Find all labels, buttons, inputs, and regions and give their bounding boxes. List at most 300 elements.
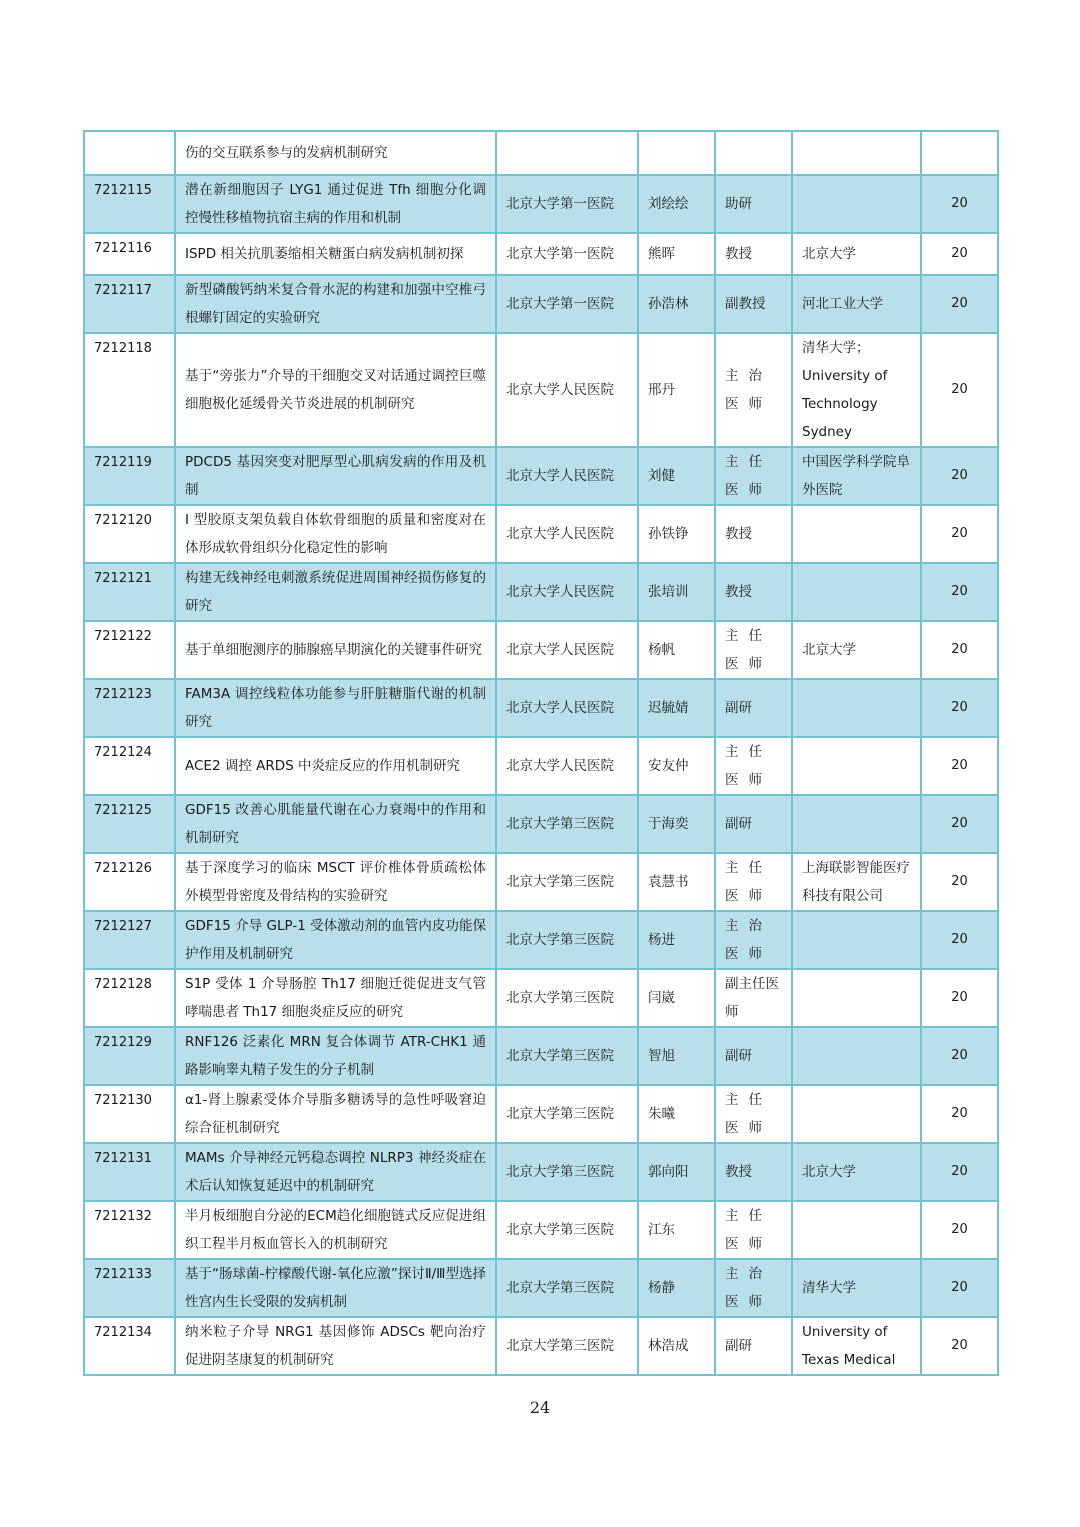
principal-investigator: 迟毓婧 (648, 700, 689, 716)
principal-investigator-cell (638, 679, 715, 737)
project-id: 7212120 (94, 513, 152, 528)
job-title-cell (715, 795, 792, 853)
principal-investigator: 安友仲 (648, 758, 689, 774)
project-id-cell (84, 333, 175, 447)
job-title: 主治医师 (725, 1266, 772, 1310)
funding-amount: 20 (951, 758, 968, 773)
funding-amount: 20 (951, 874, 968, 889)
table-row (84, 1201, 998, 1259)
host-institution-cell (496, 505, 638, 563)
table-row (84, 1143, 998, 1201)
host-institution: 北京大学第三医院 (506, 1338, 614, 1354)
funding-amount: 20 (951, 932, 968, 947)
job-title: 助研 (725, 196, 752, 212)
project-id: 7212117 (94, 283, 152, 298)
project-id: 7212133 (94, 1267, 152, 1282)
partner-institution: 清华大学 (802, 1280, 856, 1296)
project-title: 基于单细胞测序的肺腺癌早期演化的关键事件研究 (185, 642, 482, 658)
host-institution-cell (496, 447, 638, 505)
project-id-cell (84, 175, 175, 233)
job-title-cell (715, 1259, 792, 1317)
project-title-cell (175, 1143, 496, 1201)
funding-amount-cell (921, 737, 998, 795)
funding-amount-cell (921, 621, 998, 679)
project-id: 7212119 (94, 455, 152, 470)
partner-institution-cell (792, 175, 921, 233)
host-institution-cell (496, 1143, 638, 1201)
principal-investigator-cell (638, 333, 715, 447)
partner-institution-cell (792, 1317, 921, 1375)
partner-institution-cell (792, 737, 921, 795)
project-id-cell (84, 233, 175, 275)
project-id-cell (84, 621, 175, 679)
host-institution: 北京大学人民医院 (506, 584, 614, 600)
job-title: 教授 (725, 526, 752, 542)
partner-institution-cell (792, 563, 921, 621)
funding-amount-cell (921, 853, 998, 911)
project-title: MAMs 介导神经元钙稳态调控 NLRP3 神经炎症在术后认知恢复延迟中的机制研究 (185, 1150, 486, 1194)
project-id: 7212128 (94, 977, 152, 992)
funding-amount: 20 (951, 1338, 968, 1353)
host-institution: 北京大学人民医院 (506, 382, 614, 398)
project-id-cell (84, 1259, 175, 1317)
partner-institution: 清华大学；University of Technology Sydney (802, 340, 888, 440)
table-row (84, 505, 998, 563)
host-institution: 北京大学人民医院 (506, 526, 614, 542)
project-id: 7212134 (94, 1325, 152, 1340)
project-title-cell (175, 737, 496, 795)
project-title: ISPD 相关抗肌萎缩相关糖蛋白病发病机制初探 (185, 246, 464, 262)
project-title: GDF15 介导 GLP-1 受体激动剂的血管内皮功能保护作用及机制研究 (185, 918, 486, 962)
principal-investigator-cell (638, 1201, 715, 1259)
project-id: 7212129 (94, 1035, 152, 1050)
principal-investigator: 张培训 (648, 584, 689, 600)
partner-institution-cell (792, 447, 921, 505)
principal-investigator-cell (638, 563, 715, 621)
funding-amount-cell (921, 1085, 998, 1143)
project-title-cell (175, 853, 496, 911)
partner-institution-cell (792, 621, 921, 679)
funding-amount-cell (921, 1317, 998, 1375)
table-row (84, 911, 998, 969)
table-row (84, 621, 998, 679)
funding-amount: 20 (951, 296, 968, 311)
funding-amount-cell (921, 505, 998, 563)
funding-amount-cell (921, 563, 998, 621)
principal-investigator-cell (638, 505, 715, 563)
job-title: 副主任医师 (725, 976, 779, 1020)
funding-amount: 20 (951, 1280, 968, 1295)
principal-investigator-cell (638, 853, 715, 911)
host-institution-cell (496, 1259, 638, 1317)
principal-investigator: 杨静 (648, 1280, 675, 1296)
project-title: GDF15 改善心肌能量代谢在心力衰竭中的作用和机制研究 (185, 802, 486, 846)
host-institution-cell (496, 175, 638, 233)
project-id-cell (84, 969, 175, 1027)
partner-institution-cell (792, 1259, 921, 1317)
project-title: 构建无线神经电刺激系统促进周围神经损伤修复的研究 (185, 570, 486, 614)
table-row (84, 275, 998, 333)
partner-institution: 北京大学 (802, 246, 856, 262)
partner-institution: University of Texas Medical (802, 1324, 896, 1368)
partner-institution: 河北工业大学 (802, 296, 883, 312)
funding-amount-cell (921, 1201, 998, 1259)
project-title: 基于“肠球菌-柠檬酸代谢-氧化应激”探讨Ⅱ/Ⅲ型选择性宫内生长受限的发病机制 (185, 1266, 486, 1310)
project-id: 7212123 (94, 687, 152, 702)
host-institution-cell (496, 1201, 638, 1259)
host-institution-cell (496, 853, 638, 911)
job-title: 主任医师 (725, 1208, 772, 1252)
principal-investigator: 刘绘绘 (648, 196, 689, 212)
project-id: 7212122 (94, 629, 152, 644)
principal-investigator-cell (638, 969, 715, 1027)
host-institution: 北京大学第一医院 (506, 246, 614, 262)
principal-investigator-cell (638, 1259, 715, 1317)
project-id-cell (84, 679, 175, 737)
principal-investigator: 刘健 (648, 468, 675, 484)
job-title-cell (715, 621, 792, 679)
page-number: 24 (529, 1398, 551, 1417)
project-title: RNF126 泛素化 MRN 复合体调节 ATR-CHK1 通路影响睾丸精子发生的分子机制 (185, 1034, 486, 1078)
table-row (84, 333, 998, 447)
project-id-cell (84, 911, 175, 969)
table-row (84, 447, 998, 505)
table-row (84, 563, 998, 621)
project-id: 7212125 (94, 803, 152, 818)
project-title-cell (175, 1201, 496, 1259)
project-id-cell (84, 1027, 175, 1085)
partner-institution-cell (792, 911, 921, 969)
host-institution: 北京大学第一医院 (506, 296, 614, 312)
job-title: 教授 (725, 1164, 752, 1180)
table-row (84, 1317, 998, 1375)
principal-investigator: 林浩成 (648, 1338, 689, 1354)
host-institution: 北京大学第三医院 (506, 932, 614, 948)
project-table (83, 130, 999, 1376)
principal-investigator-cell (638, 447, 715, 505)
partner-institution-cell (792, 505, 921, 563)
host-institution-cell (496, 275, 638, 333)
funding-amount: 20 (951, 468, 968, 483)
principal-investigator: 于海奕 (648, 816, 689, 832)
project-id-cell (84, 737, 175, 795)
job-title-cell (715, 737, 792, 795)
project-title: 伤的交互联系参与的发病机制研究 (185, 145, 388, 161)
table-row (84, 131, 998, 175)
project-id: 7212121 (94, 571, 152, 586)
job-title: 主任医师 (725, 744, 772, 788)
partner-institution-cell (792, 333, 921, 447)
job-title-cell (715, 505, 792, 563)
partner-institution-cell (792, 969, 921, 1027)
funding-amount: 20 (951, 196, 968, 211)
partner-institution-cell (792, 1143, 921, 1201)
project-id: 7212127 (94, 919, 152, 934)
host-institution-cell (496, 737, 638, 795)
host-institution-cell (496, 233, 638, 275)
principal-investigator: 邢丹 (648, 382, 675, 398)
funding-amount-cell (921, 969, 998, 1027)
principal-investigator-cell (638, 1085, 715, 1143)
funding-amount: 20 (951, 990, 968, 1005)
job-title-cell (715, 447, 792, 505)
project-title-cell (175, 233, 496, 275)
project-title: PDCD5 基因突变对肥厚型心肌病发病的作用及机制 (185, 454, 486, 498)
partner-institution: 中国医学科学院阜外医院 (802, 454, 910, 498)
principal-investigator-cell (638, 175, 715, 233)
project-id: 7212132 (94, 1209, 152, 1224)
funding-amount: 20 (951, 700, 968, 715)
project-id: 7212130 (94, 1093, 152, 1108)
table-row (84, 1027, 998, 1085)
project-title-cell (175, 1085, 496, 1143)
table-row (84, 969, 998, 1027)
host-institution: 北京大学人民医院 (506, 758, 614, 774)
project-title-cell (175, 505, 496, 563)
host-institution-cell (496, 621, 638, 679)
principal-investigator-cell (638, 621, 715, 679)
host-institution: 北京大学第三医院 (506, 1280, 614, 1296)
funding-amount-cell (921, 795, 998, 853)
job-title: 主治医师 (725, 368, 772, 412)
host-institution-cell (496, 969, 638, 1027)
table-row (84, 1085, 998, 1143)
principal-investigator: 江东 (648, 1222, 675, 1238)
funding-amount: 20 (951, 642, 968, 657)
table-row (84, 175, 998, 233)
project-title: S1P 受体 1 介导肠腔 Th17 细胞迁徙促进支气管哮喘患者 Th17 细胞炎症反应的研究 (185, 976, 486, 1020)
job-title-cell (715, 853, 792, 911)
job-title: 教授 (725, 584, 752, 600)
principal-investigator: 杨进 (648, 932, 675, 948)
project-id-cell (84, 1201, 175, 1259)
project-title-cell (175, 795, 496, 853)
project-title: α1-肾上腺素受体介导脂多糖诱导的急性呼吸窘迫综合征机制研究 (185, 1092, 486, 1136)
job-title-cell (715, 1317, 792, 1375)
project-id-cell (84, 447, 175, 505)
project-title: ACE2 调控 ARDS 中炎症反应的作用机制研究 (185, 758, 460, 774)
funding-amount-cell (921, 131, 998, 175)
host-institution-cell (496, 1085, 638, 1143)
principal-investigator-cell (638, 1143, 715, 1201)
job-title: 副教授 (725, 296, 766, 312)
job-title: 主治医师 (725, 918, 772, 962)
job-title-cell (715, 1027, 792, 1085)
funding-amount: 20 (951, 816, 968, 831)
principal-investigator-cell (638, 275, 715, 333)
job-title-cell (715, 679, 792, 737)
funding-amount-cell (921, 333, 998, 447)
project-title: 基于“旁张力”介导的干细胞交叉对话通过调控巨噬细胞极化延缓骨关节炎进展的机制研究 (185, 368, 486, 412)
partner-institution-cell (792, 853, 921, 911)
job-title: 副研 (725, 816, 752, 832)
table-body (84, 131, 998, 1375)
project-title: I 型胶原支架负载自体软骨细胞的质量和密度对在体形成软骨组织分化稳定性的影响 (185, 512, 486, 556)
principal-investigator: 朱曦 (648, 1106, 675, 1122)
principal-investigator-cell (638, 795, 715, 853)
partner-institution-cell (792, 1201, 921, 1259)
project-id-cell (84, 275, 175, 333)
project-id-cell (84, 1085, 175, 1143)
project-title-cell (175, 969, 496, 1027)
principal-investigator: 智旭 (648, 1048, 675, 1064)
job-title-cell (715, 563, 792, 621)
funding-amount-cell (921, 233, 998, 275)
principal-investigator-cell (638, 911, 715, 969)
host-institution: 北京大学第三医院 (506, 816, 614, 832)
host-institution: 北京大学第一医院 (506, 196, 614, 212)
project-title-cell (175, 333, 496, 447)
principal-investigator: 孙浩林 (648, 296, 689, 312)
project-title-cell (175, 447, 496, 505)
host-institution: 北京大学人民医院 (506, 700, 614, 716)
partner-institution: 上海联影智能医疗科技有限公司 (802, 860, 910, 904)
job-title-cell (715, 175, 792, 233)
project-id-cell (84, 853, 175, 911)
job-title: 副研 (725, 1338, 752, 1354)
project-title-cell (175, 563, 496, 621)
host-institution-cell (496, 1317, 638, 1375)
job-title: 副研 (725, 700, 752, 716)
job-title-cell (715, 1143, 792, 1201)
funding-amount: 20 (951, 1106, 968, 1121)
job-title-cell (715, 1085, 792, 1143)
partner-institution-cell (792, 1027, 921, 1085)
table-row (84, 1259, 998, 1317)
funding-amount-cell (921, 1027, 998, 1085)
project-title: 半月板细胞自分泌的ECM趋化细胞链式反应促进组织工程半月板血管长入的机制研究 (185, 1208, 486, 1252)
job-title-cell (715, 969, 792, 1027)
job-title: 主任医师 (725, 1092, 772, 1136)
host-institution: 北京大学人民医院 (506, 468, 614, 484)
project-id: 7212126 (94, 861, 152, 876)
job-title-cell (715, 131, 792, 175)
host-institution-cell (496, 1027, 638, 1085)
host-institution-cell (496, 131, 638, 175)
funding-amount: 20 (951, 1164, 968, 1179)
project-title-cell (175, 1259, 496, 1317)
job-title: 副研 (725, 1048, 752, 1064)
project-id-cell (84, 505, 175, 563)
project-id: 7212118 (94, 341, 152, 356)
funding-amount: 20 (951, 526, 968, 541)
principal-investigator: 闫崴 (648, 990, 675, 1006)
principal-investigator: 杨帆 (648, 642, 675, 658)
host-institution: 北京大学人民医院 (506, 642, 614, 658)
principal-investigator: 袁慧书 (648, 874, 689, 890)
principal-investigator-cell (638, 1317, 715, 1375)
project-title: 新型磷酸钙纳米复合骨水泥的构建和加强中空椎弓根螺钉固定的实验研究 (185, 282, 486, 326)
project-id-cell (84, 795, 175, 853)
host-institution: 北京大学第三医院 (506, 1048, 614, 1064)
host-institution: 北京大学第三医院 (506, 1106, 614, 1122)
project-title-cell (175, 679, 496, 737)
principal-investigator: 孙铁铮 (648, 526, 689, 542)
funding-amount: 20 (951, 584, 968, 599)
job-title-cell (715, 233, 792, 275)
table-row (84, 737, 998, 795)
host-institution: 北京大学第三医院 (506, 1222, 614, 1238)
table-row (84, 679, 998, 737)
funding-amount-cell (921, 679, 998, 737)
funding-amount: 20 (951, 382, 968, 397)
funding-amount-cell (921, 1259, 998, 1317)
principal-investigator: 熊晖 (648, 246, 675, 262)
funding-amount-cell (921, 275, 998, 333)
funding-amount: 20 (951, 1222, 968, 1237)
funding-amount-cell (921, 1143, 998, 1201)
partner-institution-cell (792, 275, 921, 333)
job-title: 主任医师 (725, 860, 772, 904)
job-title-cell (715, 275, 792, 333)
job-title: 主任医师 (725, 628, 772, 672)
project-title-cell (175, 131, 496, 175)
partner-institution: 北京大学 (802, 1164, 856, 1180)
project-id-cell (84, 1143, 175, 1201)
partner-institution-cell (792, 131, 921, 175)
project-id: 7212116 (94, 241, 152, 256)
principal-investigator-cell (638, 1027, 715, 1085)
project-id-cell (84, 131, 175, 175)
project-title: 潜在新细胞因子 LYG1 通过促进 Tfh 细胞分化调控慢性移植物抗宿主病的作用和机制 (185, 182, 486, 226)
host-institution-cell (496, 795, 638, 853)
job-title-cell (715, 333, 792, 447)
project-title-cell (175, 1027, 496, 1085)
principal-investigator-cell (638, 131, 715, 175)
partner-institution-cell (792, 679, 921, 737)
host-institution: 北京大学第三医院 (506, 990, 614, 1006)
project-title: 纳米粒子介导 NRG1 基因修饰 ADSCs 靶向治疗促进阴茎康复的机制研究 (185, 1324, 486, 1368)
funding-amount-cell (921, 175, 998, 233)
partner-institution-cell (792, 233, 921, 275)
project-id: 7212115 (94, 183, 152, 198)
project-id: 7212124 (94, 745, 152, 760)
partner-institution: 北京大学 (802, 642, 856, 658)
project-title: 基于深度学习的临床 MSCT 评价椎体骨质疏松体外模型骨密度及骨结构的实验研究 (185, 860, 486, 904)
funding-amount-cell (921, 911, 998, 969)
host-institution: 北京大学第三医院 (506, 1164, 614, 1180)
job-title: 主任医师 (725, 454, 772, 498)
partner-institution-cell (792, 795, 921, 853)
project-title-cell (175, 175, 496, 233)
job-title-cell (715, 1201, 792, 1259)
table-row (84, 233, 998, 275)
host-institution: 北京大学第三医院 (506, 874, 614, 890)
project-id-cell (84, 1317, 175, 1375)
project-title-cell (175, 621, 496, 679)
job-title-cell (715, 911, 792, 969)
project-id-cell (84, 563, 175, 621)
host-institution-cell (496, 679, 638, 737)
principal-investigator-cell (638, 737, 715, 795)
host-institution-cell (496, 911, 638, 969)
host-institution-cell (496, 563, 638, 621)
host-institution-cell (496, 333, 638, 447)
project-title: FAM3A 调控线粒体功能参与肝脏糖脂代谢的机制研究 (185, 686, 486, 730)
partner-institution-cell (792, 1085, 921, 1143)
funding-amount-cell (921, 447, 998, 505)
funding-amount: 20 (951, 1048, 968, 1063)
project-title-cell (175, 1317, 496, 1375)
principal-investigator: 郭向阳 (648, 1164, 689, 1180)
job-title: 教授 (725, 246, 752, 262)
project-title-cell (175, 275, 496, 333)
funding-amount: 20 (951, 246, 968, 261)
project-id: 7212131 (94, 1151, 152, 1166)
project-title-cell (175, 911, 496, 969)
table-row (84, 853, 998, 911)
principal-investigator-cell (638, 233, 715, 275)
